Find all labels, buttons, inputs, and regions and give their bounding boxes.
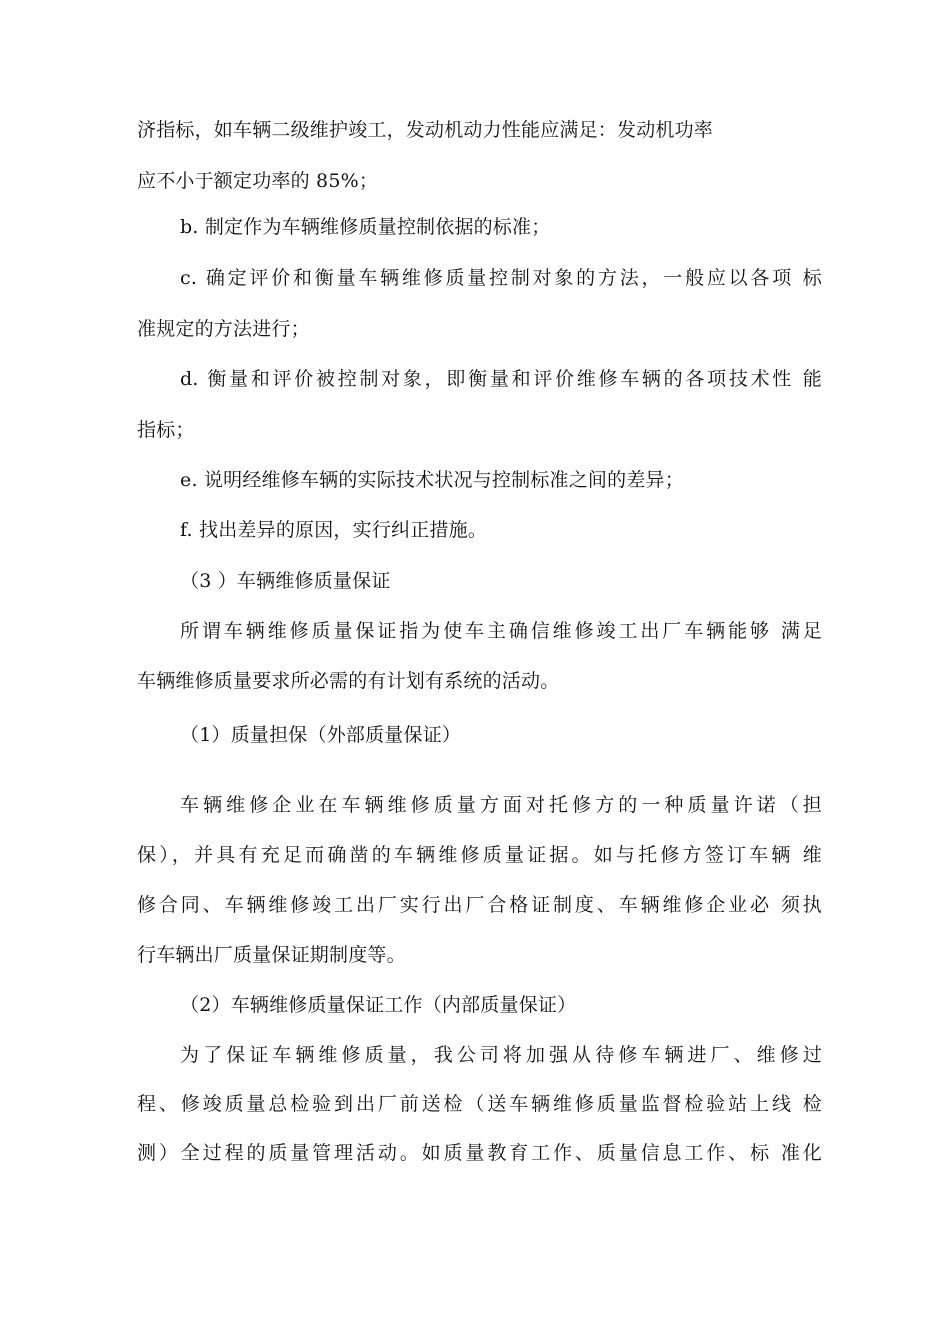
subsection-heading: （2）车辆维修质量保证工作（内部质量保证） — [180, 994, 577, 1016]
list-item-e: e. 说明经维修车辆的实际技术状况与控制标准之间的差异； — [180, 469, 684, 491]
paragraph-line: 程、修竣质量总检验到出厂前送检（送车辆维修质量监督检验站上线 检 — [137, 1093, 822, 1115]
paragraph-line: 车辆维修企业在车辆维修质量方面对托修方的一种质量许诺（担 — [180, 794, 822, 816]
paragraph-line: 所谓车辆维修质量保证指为使车主确信维修竣工出厂车辆能够 满足 — [180, 620, 822, 642]
list-item-f: f. 找出差异的原因，实行纠正措施。 — [180, 519, 488, 541]
paragraph-line: 行车辆出厂质量保证期制度等。 — [137, 944, 406, 966]
list-item-c: c. 确定评价和衡量车辆维修质量控制对象的方法，一般应以各项 标 — [180, 267, 822, 289]
paragraph-line: 为了保证车辆维修质量，我公司将加强从待修车辆进厂、维修过 — [180, 1044, 822, 1066]
paragraph-line: 修合同、车辆维修竣工出厂实行出厂合格证制度、车辆维修企业必 须执 — [137, 894, 822, 916]
list-item-b: b. 制定作为车辆维修质量控制依据的标准； — [180, 216, 551, 238]
list-item-d: d. 衡量和评价被控制对象，即衡量和评价维修车辆的各项技术性 能 — [180, 368, 822, 390]
paragraph-line: 济指标，如车辆二级维护竣工，发动机动力性能应满足：发动机功率 — [137, 119, 714, 141]
paragraph-line: 指标； — [137, 419, 195, 441]
paragraph-line: 准规定的方法进行； — [137, 318, 310, 340]
paragraph-line: 车辆维修质量要求所必需的有计划有系统的活动。 — [137, 670, 560, 692]
paragraph-line: 测）全过程的质量管理活动。如质量教育工作、质量信息工作、标 准化 — [137, 1142, 822, 1164]
section-heading: （3 ）车辆维修质量保证 — [180, 570, 391, 592]
paragraph-line: 保），并具有充足而确凿的车辆维修质量证据。如与托修方签订车辆 维 — [137, 844, 822, 866]
subsection-heading: （1）质量担保（外部质量保证） — [180, 724, 462, 746]
paragraph-line: 应不小于额定功率的 85%； — [137, 170, 379, 192]
